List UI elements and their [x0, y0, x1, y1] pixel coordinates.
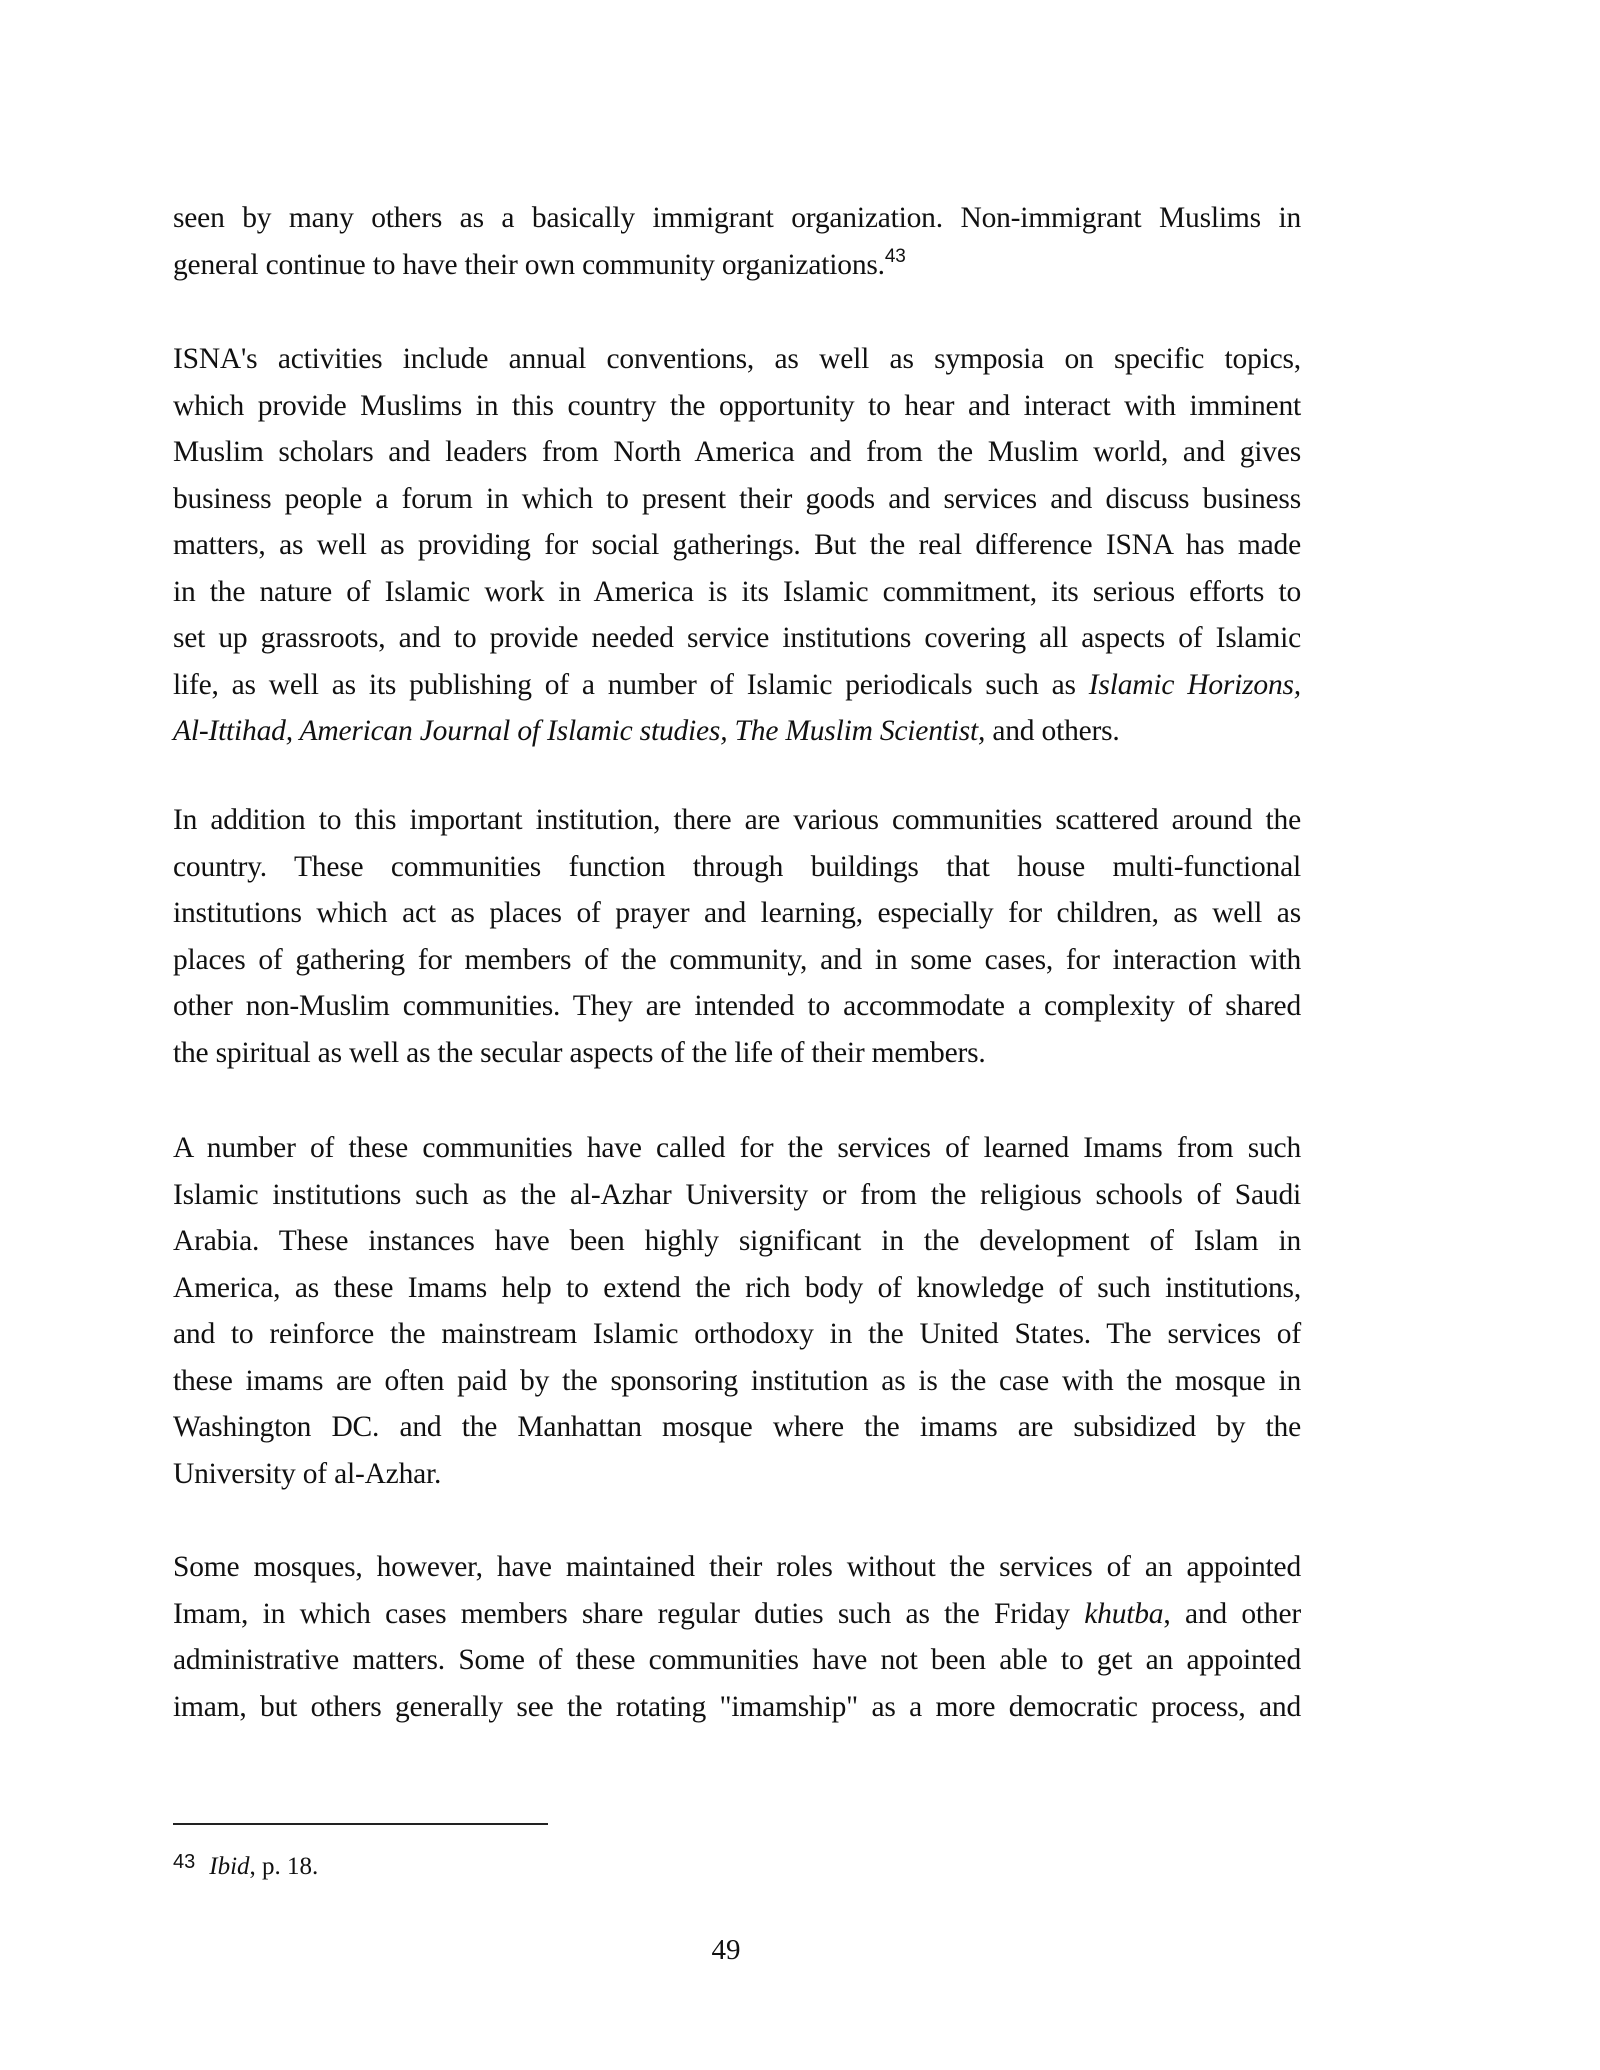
emphasized-term: khutba [1084, 1597, 1164, 1630]
text-line: business people a forum in which to present their goods and services and discuss business [173, 482, 1301, 515]
text-line: and to reinforce the mainstream Islamic orthodoxy in the United States. The services of [173, 1318, 1301, 1350]
paragraph-1 [173, 195, 1301, 288]
text-line: In addition to this important institution, there are various communities scattered around the [173, 804, 1301, 836]
footnote-citation-italic: Ibid [209, 1853, 250, 1880]
text-span: general continue to have their own community organizations. [173, 248, 885, 281]
footnote-reference[interactable]: 43 [884, 245, 906, 267]
text-span: Imam, in which cases members share regular duties such as the Friday [173, 1597, 1085, 1630]
text-line: Arabia. These instances have been highly significant in the development of Islam in [173, 1225, 1301, 1257]
text-line: Muslim scholars and leaders from North America and from the Muslim world, and gives [173, 436, 1301, 468]
text-line: the spiritual as well as the secular aspects of the life of their members. [173, 1036, 986, 1069]
text-line: matters, as well as providing for social gatherings. But the real difference ISNA has made [173, 529, 1301, 561]
page-number: 49 [711, 1934, 741, 1966]
text-line: institutions which act as places of prayer and learning, especially for children, as well as [173, 897, 1301, 929]
paragraph-4 [173, 1125, 1301, 1497]
text-line: other non-Muslim communities. They are intended to accommodate a complexity of shared [173, 990, 1301, 1022]
text-line: University of al-Azhar. [173, 1457, 442, 1490]
text-span: and others. [985, 715, 1120, 747]
text-line [173, 1591, 1301, 1638]
text-line [173, 708, 1301, 755]
text-line: America, as these Imams help to extend the rich body of knowledge of such institutions, [173, 1271, 1301, 1304]
text-line [173, 242, 1301, 289]
text-line: seen by many others as a basically immigrant organization. Non-immigrant Muslims in [173, 202, 1301, 234]
footnote-citation-text: , p. 18. [249, 1853, 319, 1880]
text-line: in the nature of Islamic work in America is its Islamic commitment, its serious efforts to [173, 575, 1301, 608]
text-line: places of gathering for members of the community, and in some cases, for interaction with [173, 943, 1301, 976]
text-span: life, as well as its publishing of a number of Islamic periodicals such as [173, 668, 1089, 701]
text-line: Some mosques, however, have maintained their roles without the services of an appointed [173, 1551, 1301, 1583]
text-line: which provide Muslims in this country the opportunity to hear and interact with imminent [173, 389, 1301, 422]
footnote-divider [173, 1823, 548, 1825]
periodical-titles: Al-Ittihad, American Journal of Islamic studies, The Muslim Scientist, [173, 715, 986, 747]
footnote-number: 43 [173, 1851, 196, 1873]
text-line: Islamic institutions such as the al-Azhar University or from the religious schools of Saudi [173, 1178, 1301, 1211]
paragraph-5 [173, 1544, 1301, 1730]
text-line [173, 662, 1301, 709]
text-line: administrative matters. Some of these communities have not been able to get an appointed [173, 1644, 1301, 1676]
text-line: Washington DC. and the Manhattan mosque where the imams are subsidized by the [173, 1411, 1301, 1443]
text-line: set up grassroots, and to provide needed service institutions covering all aspects of Islamic [173, 622, 1301, 654]
text-line: country. These communities function through buildings that house multi-functional [173, 850, 1301, 883]
periodical-title: Islamic Horizons, [1088, 668, 1301, 701]
footnote-43 [173, 1845, 318, 1884]
text-line: ISNA's activities include annual conventions, as well as symposia on specific topics, [173, 343, 1301, 375]
paragraph-3 [173, 797, 1301, 1076]
paragraph-2 [173, 336, 1301, 755]
text-line: imam, but others generally see the rotating "imamship" as a more democratic process, and [173, 1690, 1301, 1723]
text-line: A number of these communities have called for the services of learned Imams from such [173, 1132, 1301, 1164]
text-line: these imams are often paid by the sponsoring institution as is the case with the mosque in [173, 1364, 1301, 1397]
text-span: , and other [1163, 1597, 1301, 1630]
